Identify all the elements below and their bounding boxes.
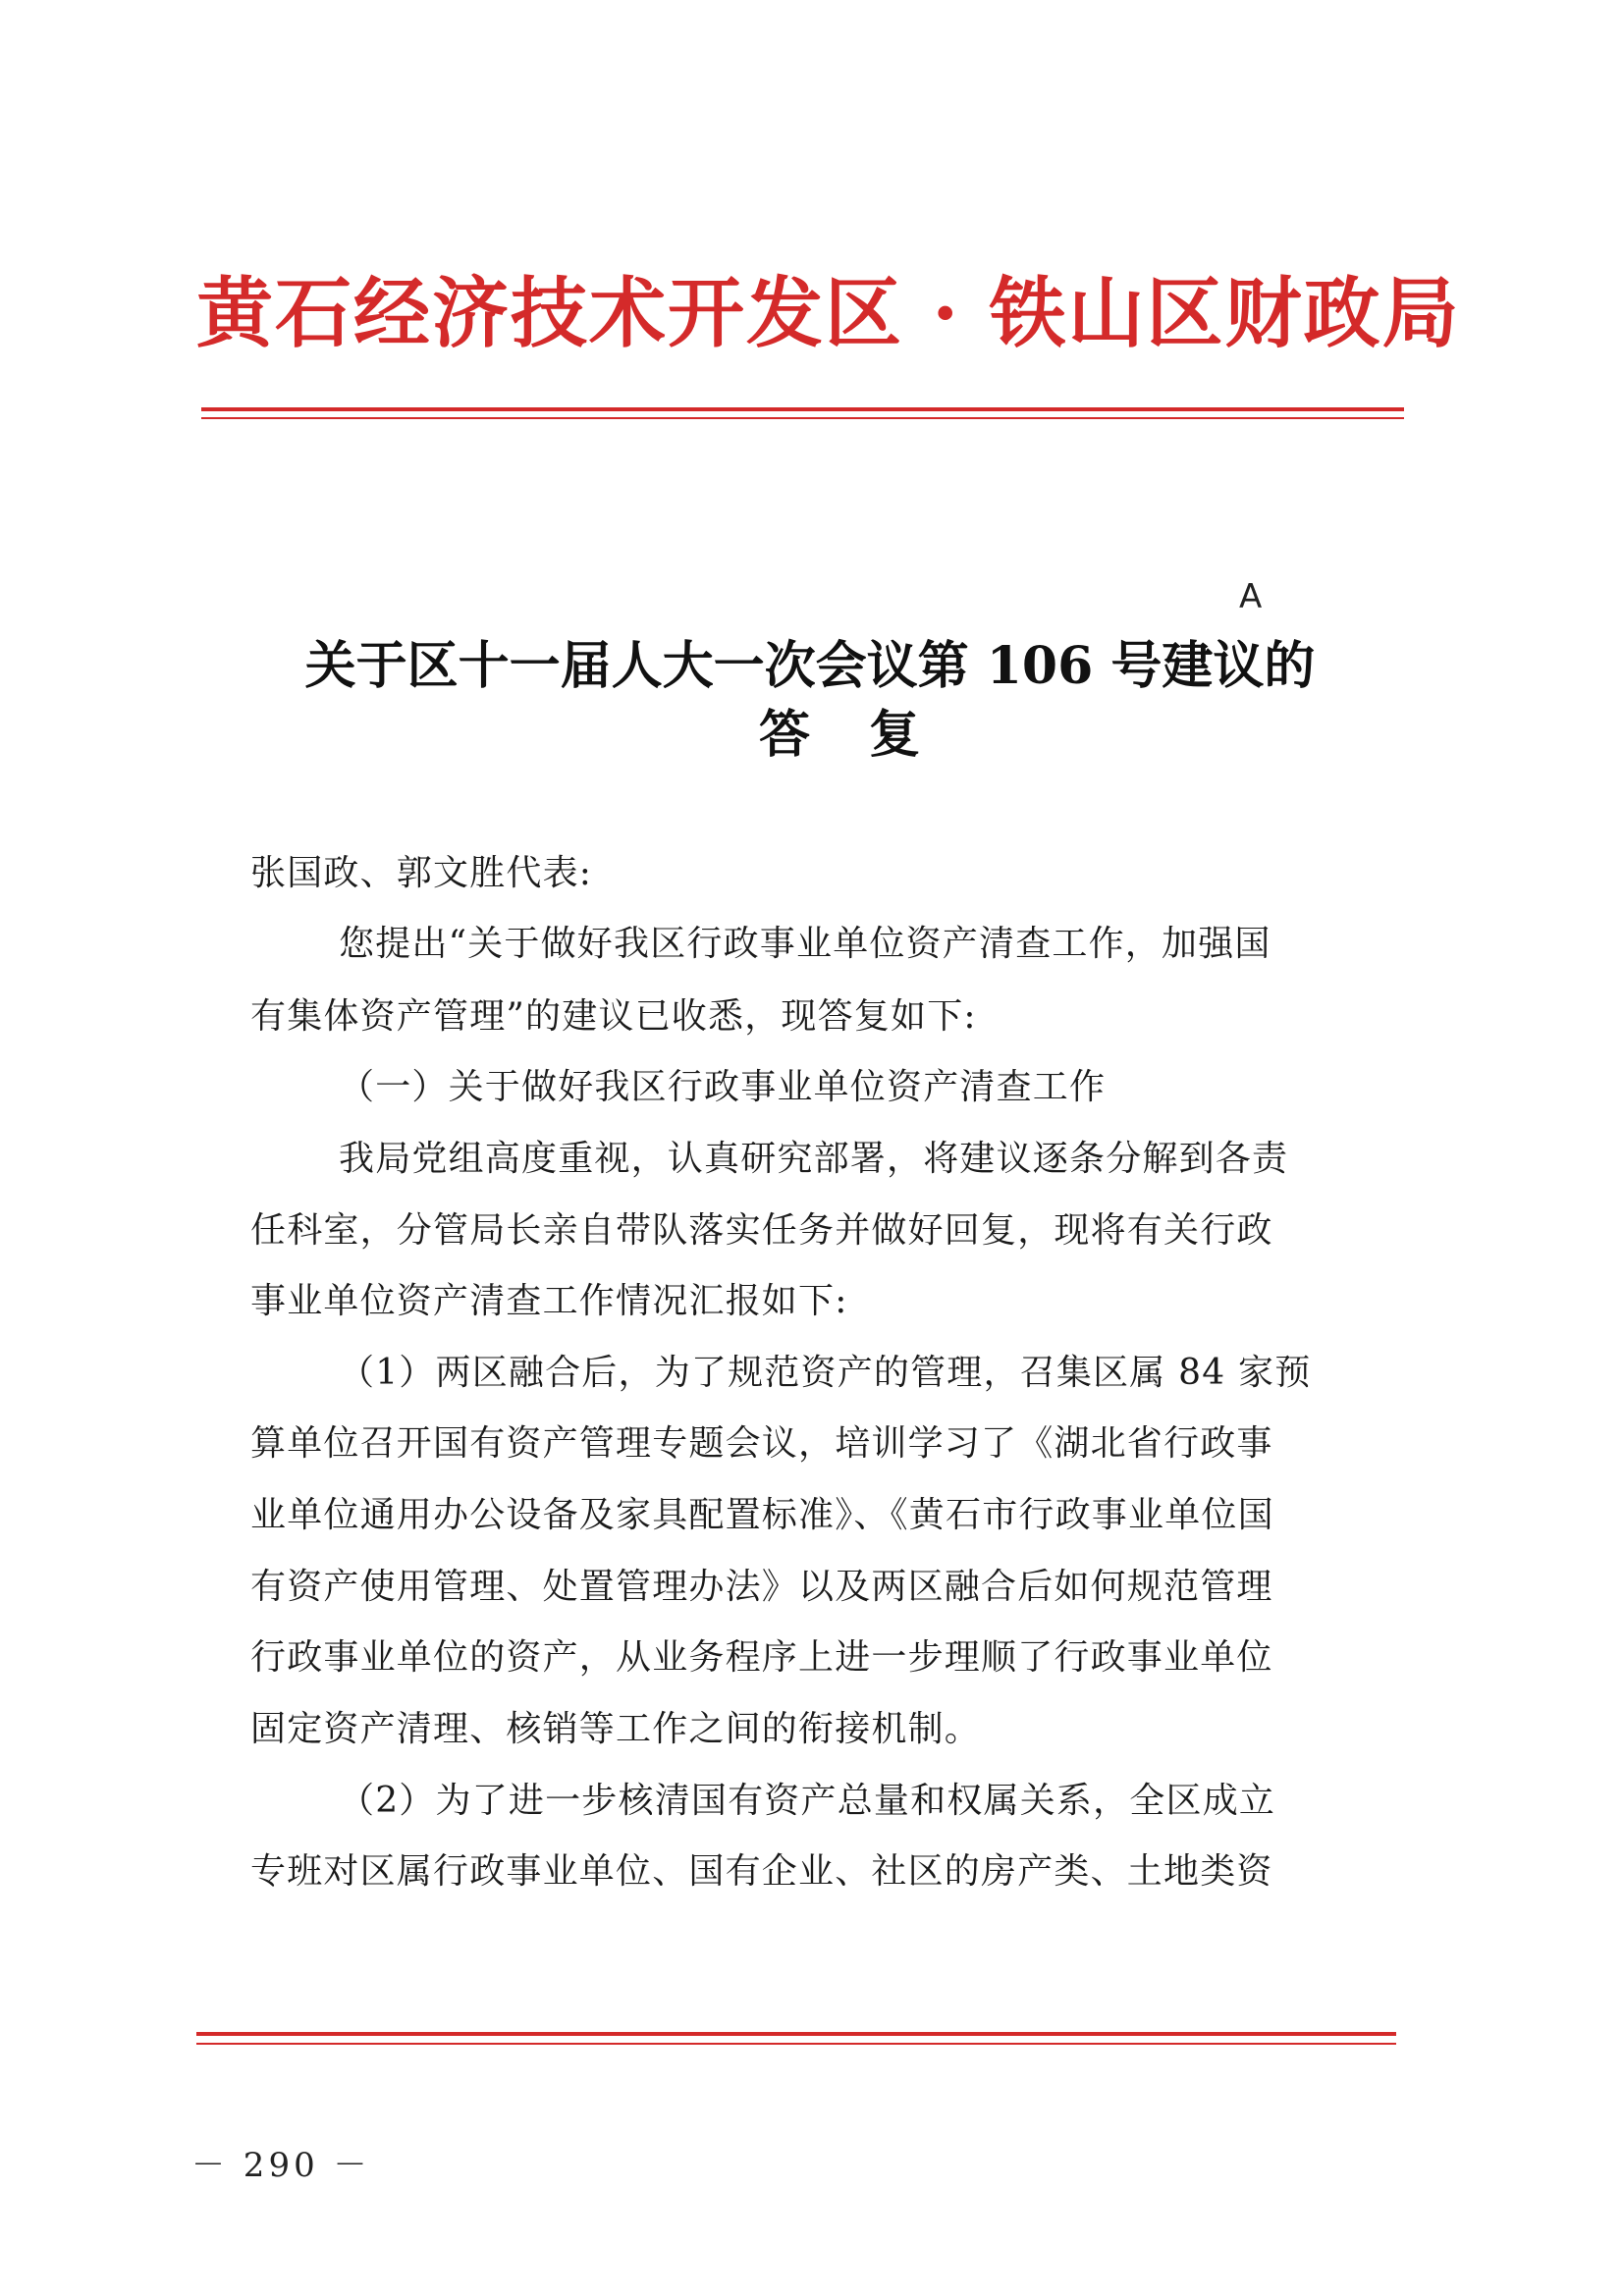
body-line: 您提出“关于做好我区行政事业单位资产清查工作，加强国 <box>339 924 1271 964</box>
body-line: 业单位通用办公设备及家具配置标准》、《黄石市行政事业单位国 <box>250 1495 1274 1535</box>
body-line: 有资产使用管理、处置管理办法》以及两区融合后如何规范管理 <box>250 1567 1273 1607</box>
document-title-line-2: 答复 <box>758 705 979 765</box>
section-heading: （一）关于做好我区行政事业单位资产清查工作 <box>339 1067 1107 1107</box>
body-line: 事业单位资产清查工作情况汇报如下: <box>250 1281 848 1321</box>
letterhead-rule-bottom <box>201 417 1404 419</box>
page-number: － 290 － <box>191 2146 371 2185</box>
body-line: 我局党组高度重视，认真研究部署，将建议逐条分解到各责 <box>339 1139 1289 1179</box>
body-line: 有集体资产管理”的建议已收悉，现答复如下: <box>250 996 977 1037</box>
body-line: 行政事业单位的资产，从业务程序上进一步理顺了行政事业单位 <box>250 1637 1273 1678</box>
letterhead-rule-top <box>201 407 1404 411</box>
body-line: 专班对区属行政事业单位、国有企业、社区的房产类、土地类资 <box>250 1851 1273 1892</box>
footer-rule-bottom <box>196 2043 1396 2045</box>
body-line: 固定资产清理、核销等工作之间的衔接机制。 <box>250 1709 982 1749</box>
body-line: （2）为了进一步核清国有资产总量和权属关系，全区成立 <box>339 1781 1276 1821</box>
body-line: （1）两区融合后，为了规范资产的管理，召集区属 84 家预 <box>339 1353 1312 1393</box>
document-title-line-1: 关于区十一届人大一次会议第 106 号建议的 <box>304 636 1316 696</box>
body-line: 任科室，分管局长亲自带队落实任务并做好回复，现将有关行政 <box>250 1210 1273 1251</box>
marginal-mark: A <box>1239 577 1263 616</box>
salutation: 张国政、郭文胜代表: <box>250 853 593 893</box>
body-line: 算单位召开国有资产管理专题会议，培训学习了《湖北省行政事 <box>250 1423 1273 1464</box>
footer-rule-top <box>196 2032 1396 2036</box>
letterhead-title: 黄石经济技术开发区 · 铁山区财政局 <box>196 269 1461 358</box>
